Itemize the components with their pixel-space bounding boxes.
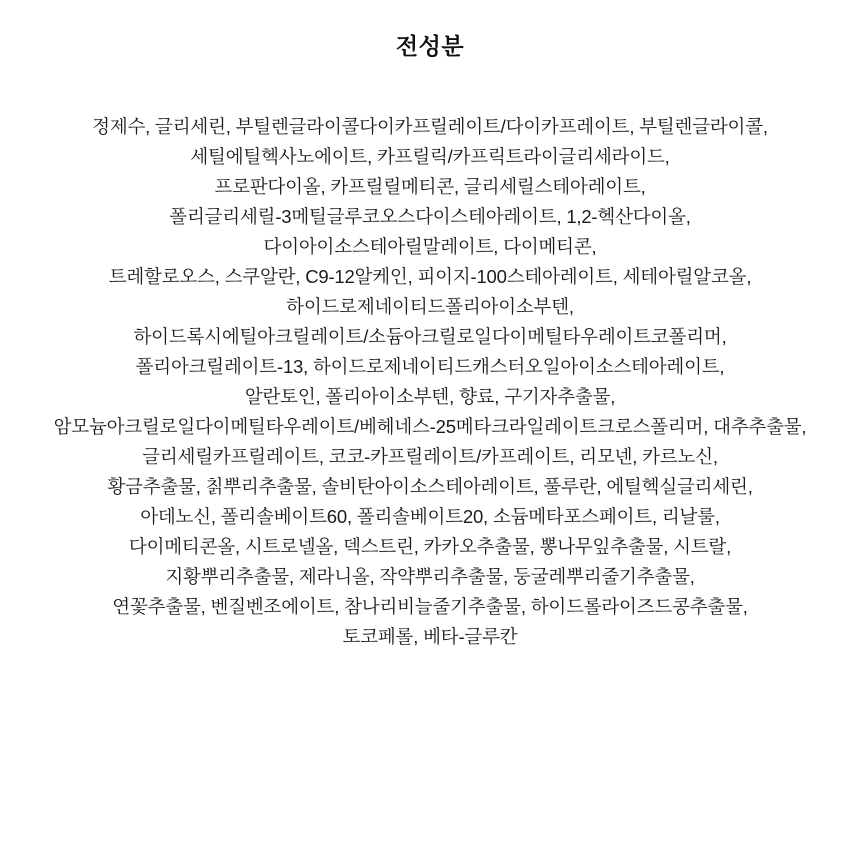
ingredient-line: 글리세릴카프릴레이트, 코코-카프릴레이트/카프레이트, 리모넨, 카르노신, (142, 446, 718, 467)
ingredient-line: 연꽃추출물, 벤질벤조에이트, 참나리비늘줄기추출물, 하이드롤라이즈드콩추출물, (112, 596, 748, 617)
ingredient-line: 암모늄아크릴로일다이메틸타우레이트/베헤네스-25메타크라일레이트크로스폴리머, 대추추출물, (53, 416, 807, 437)
ingredient-line: 다이아이소스테아릴말레이트, 다이메티콘, (263, 236, 597, 257)
ingredient-line: 아데노신, 폴리솔베이트60, 폴리솔베이트20, 소듐메타포스페이트, 리날룰, (140, 506, 720, 527)
ingredient-line: 프로판다이올, 카프릴릴메티콘, 글리세릴스테아레이트, (214, 176, 646, 197)
ingredient-line: 알란토인, 폴리아이소부텐, 향료, 구기자추출물, (244, 386, 616, 407)
ingredient-line: 폴리아크릴레이트-13, 하이드로제네이티드캐스터오일아이소스테아레이트, (135, 356, 725, 377)
ingredient-line: 다이메티콘올, 시트로넬올, 덱스트린, 카카오추출물, 뽕나무잎추출물, 시트랄, (128, 536, 732, 557)
ingredient-line: 지황뿌리추출물, 제라니올, 작약뿌리추출물, 둥굴레뿌리줄기추출물, (165, 566, 695, 587)
ingredient-line: 세틸에틸헥사노에이트, 카프릴릭/카프릭트라이글리세라이드, (190, 146, 670, 167)
page-title: 전성분 (395, 33, 465, 59)
ingredient-line: 하이드록시에틸아크릴레이트/소듐아크릴로일다이메틸타우레이트코폴리머, (133, 326, 727, 347)
ingredients-list (0, 112, 860, 652)
ingredient-line: 정제수, 글리세린, 부틸렌글라이콜다이카프릴레이트/다이카프레이트, 부틸렌글라이콜, (92, 116, 768, 137)
ingredient-line: 하이드로제네이티드폴리아이소부텐, (286, 296, 574, 317)
ingredient-line: 트레할로오스, 스쿠알란, C9-12알케인, 피이지-100스테아레이트, 세테아릴알코올, (108, 266, 752, 287)
ingredient-line: 토코페롤, 베타-글루칸 (342, 626, 518, 647)
ingredient-line: 폴리글리세릴-3메틸글루코오스다이스테아레이트, 1,2-헥산다이올, (169, 206, 691, 227)
ingredient-line: 황금추출물, 칡뿌리추출물, 솔비탄아이소스테아레이트, 풀루란, 에틸헥실글리세린, (107, 476, 753, 497)
